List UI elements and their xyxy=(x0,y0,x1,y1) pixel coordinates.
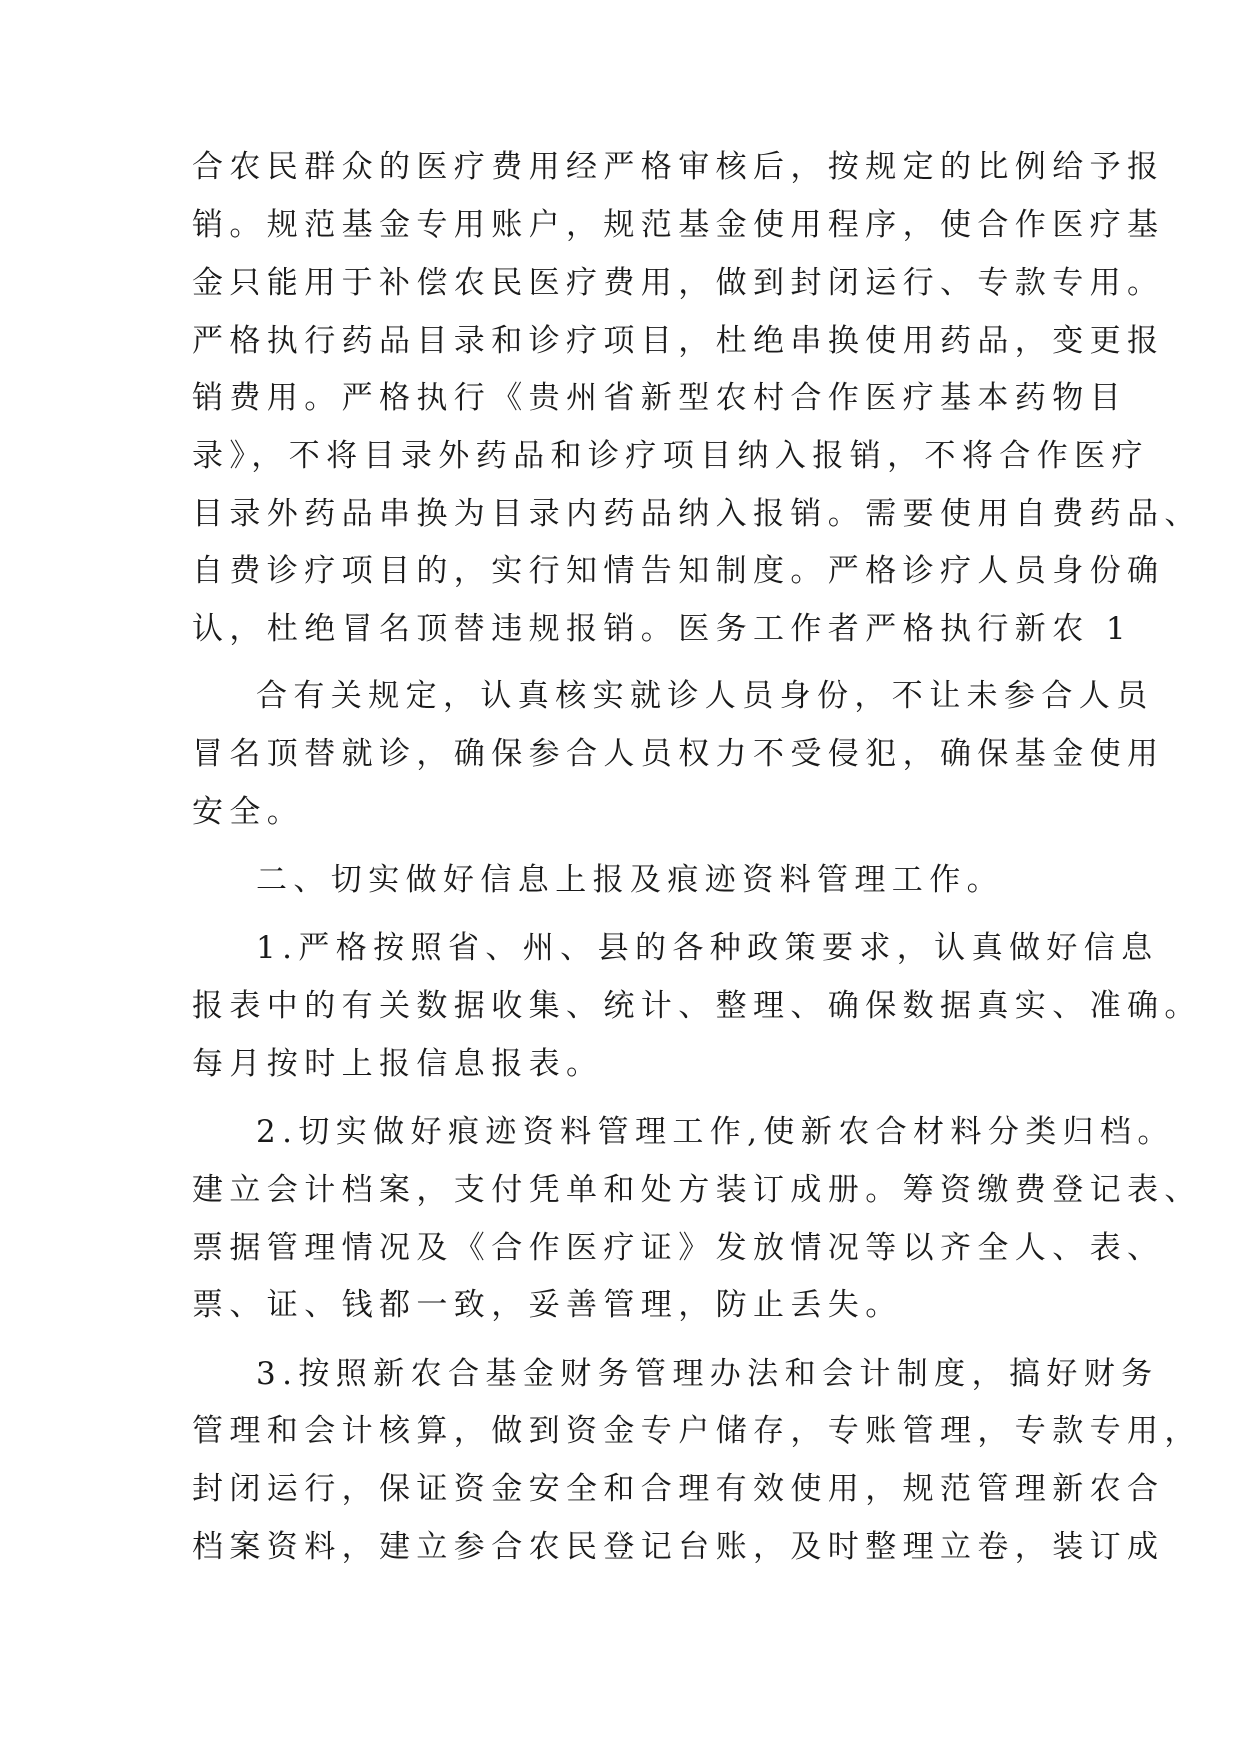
text-line: 1.严格按照省、州、县的各种政策要求，认真做好信息 xyxy=(256,930,1159,966)
text-line: 票、证、钱都一致，妥善管理，防止丢失。 xyxy=(192,1287,903,1323)
text-line: 金只能用于补偿农民医疗费用，做到封闭运行、专款专用。 xyxy=(192,265,1165,301)
text-line: 自费诊疗项目的，实行知情告知制度。严格诊疗人员身份确 xyxy=(192,553,1165,589)
text-line: 2.切实做好痕迹资料管理工作,使新农合材料分类归档。 xyxy=(256,1114,1175,1150)
text-line: 建立会计档案，支付凭单和处方装订成册。筹资缴费登记表、 xyxy=(192,1172,1202,1208)
text-line: 封闭运行，保证资金安全和合理有效使用，规范管理新农合 xyxy=(192,1471,1165,1507)
text-line: 报表中的有关数据收集、统计、整理、确保数据真实、准确。 xyxy=(192,988,1202,1024)
text-line: 合有关规定，认真核实就诊人员身份，不让未参合人员 xyxy=(256,678,1154,714)
text-line: 每月按时上报信息报表。 xyxy=(192,1046,604,1082)
text-line: 认，杜绝冒名顶替违规报销。医务工作者严格执行新农 1 xyxy=(192,611,1132,647)
section-heading: 二、切实做好信息上报及痕迹资料管理工作。 xyxy=(256,862,1004,898)
text-line: 管理和会计核算，做到资金专户储存，专账管理，专款专用， xyxy=(192,1413,1202,1449)
text-line: 票据管理情况及《合作医疗证》发放情况等以齐全人、表、 xyxy=(192,1230,1165,1266)
text-line: 冒名顶替就诊，确保参合人员权力不受侵犯，确保基金使用 xyxy=(192,736,1165,772)
text-line: 目录外药品串换为目录内药品纳入报销。需要使用自费药品、 xyxy=(192,496,1202,532)
text-line: 严格执行药品目录和诊疗项目，杜绝串换使用药品，变更报 xyxy=(192,323,1165,359)
text-line: 档案资料，建立参合农民登记台账，及时整理立卷，装订成 xyxy=(192,1529,1165,1565)
text-line: 合农民群众的医疗费用经严格审核后，按规定的比例给予报 xyxy=(192,149,1165,185)
text-line: 安全。 xyxy=(192,794,305,830)
text-line: 录》，不将目录外药品和诊疗项目纳入报销，不将合作医疗 xyxy=(192,438,1149,474)
text-line: 销费用。严格执行《贵州省新型农村合作医疗基本药物目 xyxy=(192,380,1127,416)
text-line: 3.按照新农合基金财务管理办法和会计制度，搞好财务 xyxy=(256,1356,1159,1392)
text-line: 销。规范基金专用账户，规范基金使用程序，使合作医疗基 xyxy=(192,207,1165,243)
